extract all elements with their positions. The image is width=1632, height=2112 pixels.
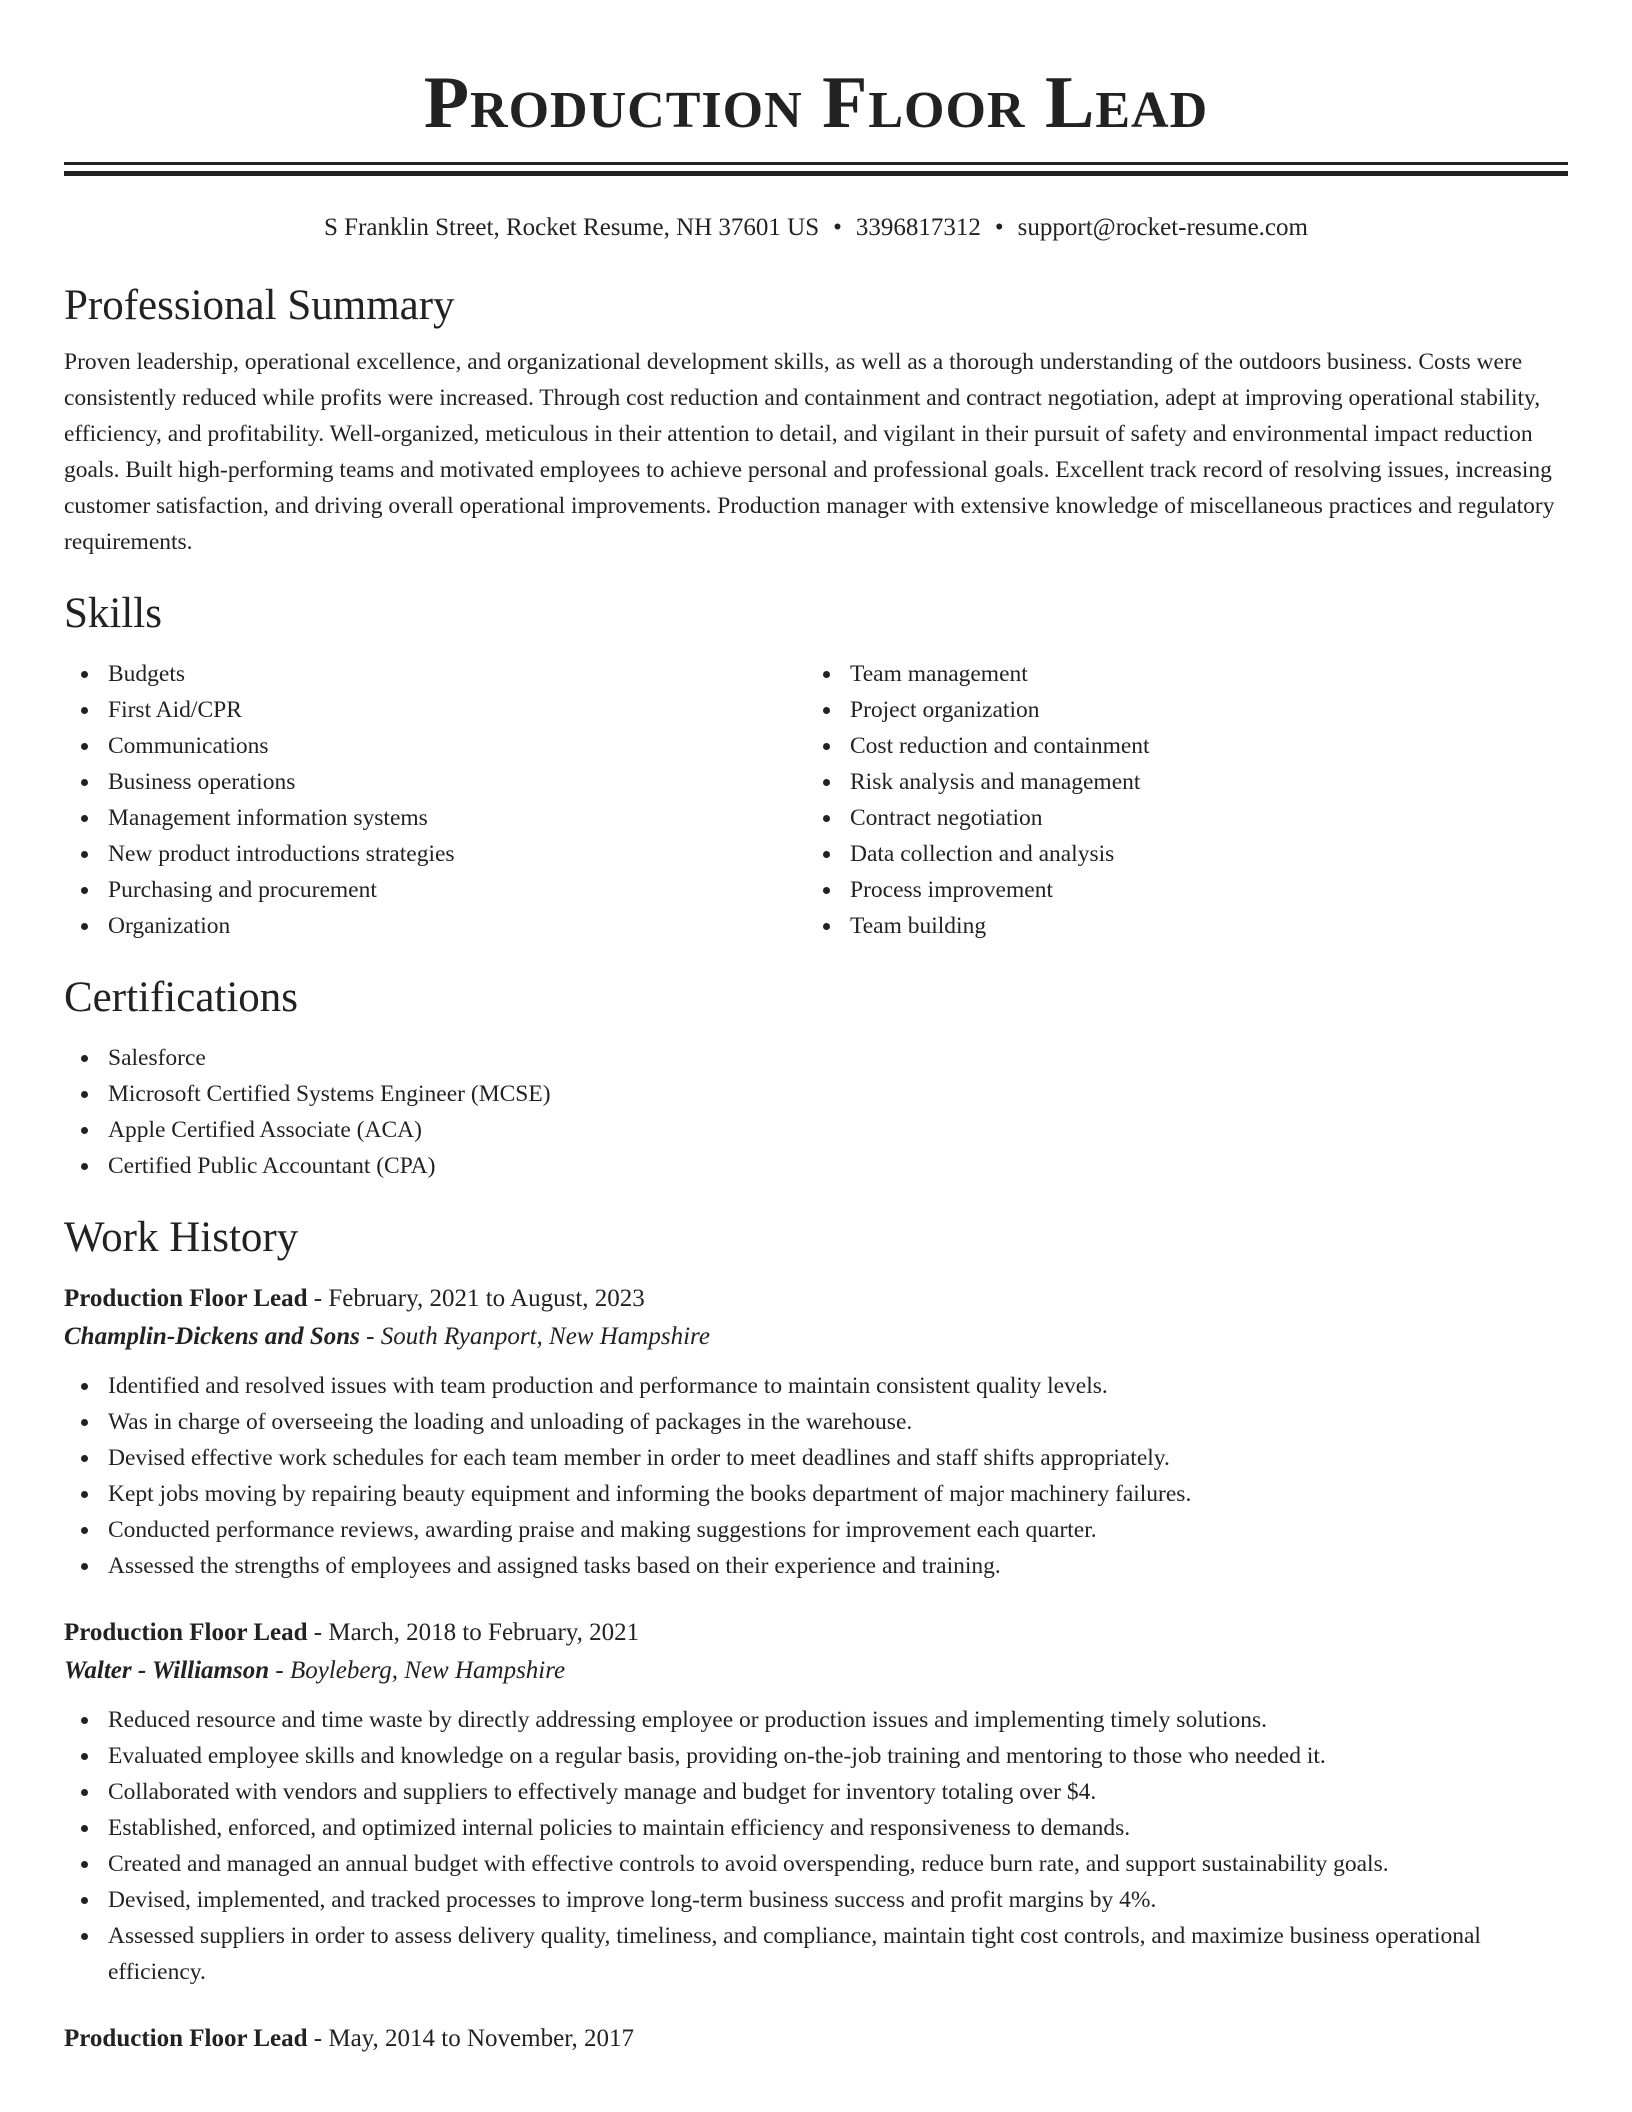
job-duty: Assessed suppliers in order to assess delivery quality, timeliness, and compliance, maintain tight cost controls, and maximize business operational efficiency. bbox=[64, 1918, 1568, 1990]
job-entry bbox=[64, 1614, 1568, 1990]
skill-item: Management information systems bbox=[64, 800, 806, 836]
skill-item: Communications bbox=[64, 728, 806, 764]
job-duty: Reduced resource and time waste by directly addressing employee or production issues and implementing timely solutions. bbox=[64, 1702, 1568, 1738]
certifications-heading: Certifications bbox=[64, 974, 299, 1021]
certification-item: Salesforce bbox=[64, 1040, 1568, 1076]
skills-column-right bbox=[806, 656, 1548, 944]
job-duty: Evaluated employee skills and knowledge on a regular basis, providing on-the-job training and mentoring to those who needed it. bbox=[64, 1738, 1568, 1774]
title-divider-thick bbox=[64, 171, 1568, 176]
contact-phone: 3396817312 bbox=[855, 214, 981, 241]
skill-item: Organization bbox=[64, 908, 806, 944]
skill-item: Team management bbox=[806, 656, 1548, 692]
skill-item: Business operations bbox=[64, 764, 806, 800]
skill-item: Budgets bbox=[64, 656, 806, 692]
skills-list-left bbox=[64, 656, 806, 944]
job-duty: Assessed the strengths of employees and assigned tasks based on their experience and training. bbox=[64, 1548, 1568, 1584]
job-duty: Conducted performance reviews, awarding praise and making suggestions for improvement each quarter. bbox=[64, 1512, 1568, 1548]
contact-email: support@rocket-resume.com bbox=[1017, 214, 1308, 241]
skills-grid bbox=[64, 656, 1568, 944]
job-dates: - March, 2018 to February, 2021 bbox=[307, 1619, 640, 1646]
job-employer bbox=[64, 1318, 1568, 1356]
skill-item: Contract negotiation bbox=[806, 800, 1548, 836]
title-divider-thin bbox=[64, 162, 1568, 165]
certification-item: Apple Certified Associate (ACA) bbox=[64, 1112, 1568, 1148]
job-duties-list bbox=[64, 1368, 1568, 1584]
job-duty: Established, enforced, and optimized internal policies to maintain efficiency and responsiveness to demands. bbox=[64, 1810, 1568, 1846]
certification-item: Certified Public Accountant (CPA) bbox=[64, 1148, 1568, 1184]
job-company: Champlin-Dickens and Sons bbox=[64, 1323, 360, 1350]
job-entry bbox=[64, 1280, 1568, 1584]
job-duties-list bbox=[64, 1702, 1568, 1990]
job-title: Production Floor Lead bbox=[64, 2025, 308, 2052]
summary-text: Proven leadership, operational excellence, and organizational development skills, as well as a thorough understanding of the outdoors business. Costs were consistently reduced while profits were increased. Through cost reduction and containment and contract negotiation, adept at improving operational stability, efficiency, and profitability. Well-organized, meticulous in their attention to detail, and vigilant in their pursuit of safety and environmental impact reduction goals. Built high-performing teams and motivated employees to achieve personal and professional goals. Excellent track record of resolving issues, increasing customer satisfaction, and driving overall operational improvements. Production manager with extensive knowledge of miscellaneous practices and regulatory requirements. bbox=[64, 349, 1555, 555]
certification-item: Microsoft Certified Systems Engineer (MCSE) bbox=[64, 1076, 1568, 1112]
resume-title: Production Floor Lead bbox=[423, 62, 1209, 144]
skill-item: New product introductions strategies bbox=[64, 836, 806, 872]
skills-heading: Skills bbox=[64, 590, 162, 637]
skills-list-right bbox=[806, 656, 1548, 944]
certifications-list bbox=[64, 1040, 1568, 1184]
job-company: Walter - Williamson bbox=[64, 1657, 270, 1684]
skill-item: Purchasing and procurement bbox=[64, 872, 806, 908]
skills-column-left bbox=[64, 656, 806, 944]
job-duty: Was in charge of overseeing the loading and unloading of packages in the warehouse. bbox=[64, 1404, 1568, 1440]
skill-item: Data collection and analysis bbox=[806, 836, 1548, 872]
job-duty: Kept jobs moving by repairing beauty equipment and informing the books department of major machinery failures. bbox=[64, 1476, 1568, 1512]
skill-item: Cost reduction and containment bbox=[806, 728, 1548, 764]
contact-separator: • bbox=[994, 214, 1004, 241]
job-entry bbox=[64, 2020, 1568, 2058]
job-location: - Boyleberg, New Hampshire bbox=[269, 1657, 566, 1684]
contact-address: S Franklin Street, Rocket Resume, NH 37601 US bbox=[324, 214, 820, 241]
job-header bbox=[64, 1614, 1568, 1652]
job-dates: - February, 2021 to August, 2023 bbox=[307, 1285, 645, 1312]
job-duty: Identified and resolved issues with team production and performance to maintain consistent quality levels. bbox=[64, 1368, 1568, 1404]
job-title: Production Floor Lead bbox=[64, 1285, 308, 1312]
skill-item: Process improvement bbox=[806, 872, 1548, 908]
job-duty: Devised, implemented, and tracked processes to improve long-term business success and profit margins by 4%. bbox=[64, 1882, 1568, 1918]
work-history-heading: Work History bbox=[64, 1214, 299, 1261]
summary-heading: Professional Summary bbox=[64, 282, 455, 329]
skill-item: Project organization bbox=[806, 692, 1548, 728]
job-duty: Collaborated with vendors and suppliers to effectively manage and budget for inventory totaling over $4. bbox=[64, 1774, 1568, 1810]
job-location: - South Ryanport, New Hampshire bbox=[359, 1323, 710, 1350]
job-header bbox=[64, 1280, 1568, 1318]
job-duty: Created and managed an annual budget with effective controls to avoid overspending, reduce burn rate, and support sustainability goals. bbox=[64, 1846, 1568, 1882]
job-title: Production Floor Lead bbox=[64, 1619, 308, 1646]
skill-item: First Aid/CPR bbox=[64, 692, 806, 728]
job-duty: Devised effective work schedules for each team member in order to meet deadlines and staff shifts appropriately. bbox=[64, 1440, 1568, 1476]
job-dates: - May, 2014 to November, 2017 bbox=[307, 2025, 635, 2052]
job-header bbox=[64, 2020, 1568, 2058]
job-employer bbox=[64, 1652, 1568, 1690]
skill-item: Team building bbox=[806, 908, 1548, 944]
contact-separator: • bbox=[833, 214, 842, 241]
skill-item: Risk analysis and management bbox=[806, 764, 1548, 800]
contact-line bbox=[64, 212, 1568, 244]
